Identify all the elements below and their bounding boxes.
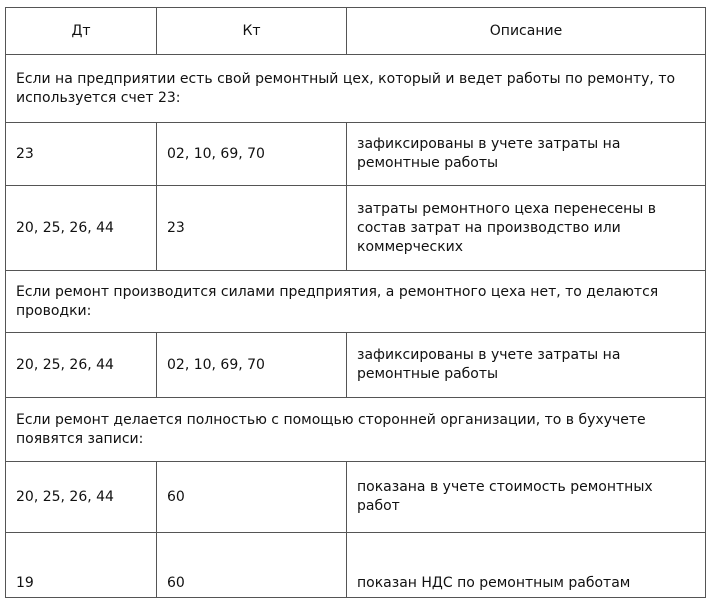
table-row [6,186,706,271]
cell-dt: 20, 25, 26, 44 [6,333,157,398]
table-row [6,333,706,398]
table-row [6,533,706,598]
header-dt: Дт [6,8,157,55]
cell-kt: 60 [157,533,347,598]
section-note: Если ремонт производится силами предприятия, а ремонтного цеха нет, то делаются проводки: [6,271,706,333]
cell-dt: 19 [6,533,157,598]
cell-description: показан НДС по ремонтным работам [347,533,706,598]
header-description: Описание [347,8,706,55]
header-row [6,8,706,55]
header-kt: Кт [157,8,347,55]
section-note-row [6,398,706,462]
accounting-entries-table [5,7,706,598]
cell-kt: 02, 10, 69, 70 [157,333,347,398]
table-row [6,462,706,533]
section-note: Если ремонт делается полностью с помощью сторонней организации, то в бухучете появятся записи: [6,398,706,462]
cell-kt: 02, 10, 69, 70 [157,123,347,186]
section-note: Если на предприятии есть свой ремонтный цех, который и ведет работы по ремонту, то используется счет 23: [6,55,706,123]
cell-dt: 20, 25, 26, 44 [6,462,157,533]
cell-description: зафиксированы в учете затраты на ремонтные работы [347,333,706,398]
cell-kt: 60 [157,462,347,533]
cell-description: затраты ремонтного цеха перенесены в состав затрат на производство или коммерческих [347,186,706,271]
cell-dt: 20, 25, 26, 44 [6,186,157,271]
section-note-row [6,55,706,123]
cell-description: показана в учете стоимость ремонтных работ [347,462,706,533]
cell-description: зафиксированы в учете затраты на ремонтные работы [347,123,706,186]
cell-dt: 23 [6,123,157,186]
table-row [6,123,706,186]
section-note-row [6,271,706,333]
cell-kt: 23 [157,186,347,271]
